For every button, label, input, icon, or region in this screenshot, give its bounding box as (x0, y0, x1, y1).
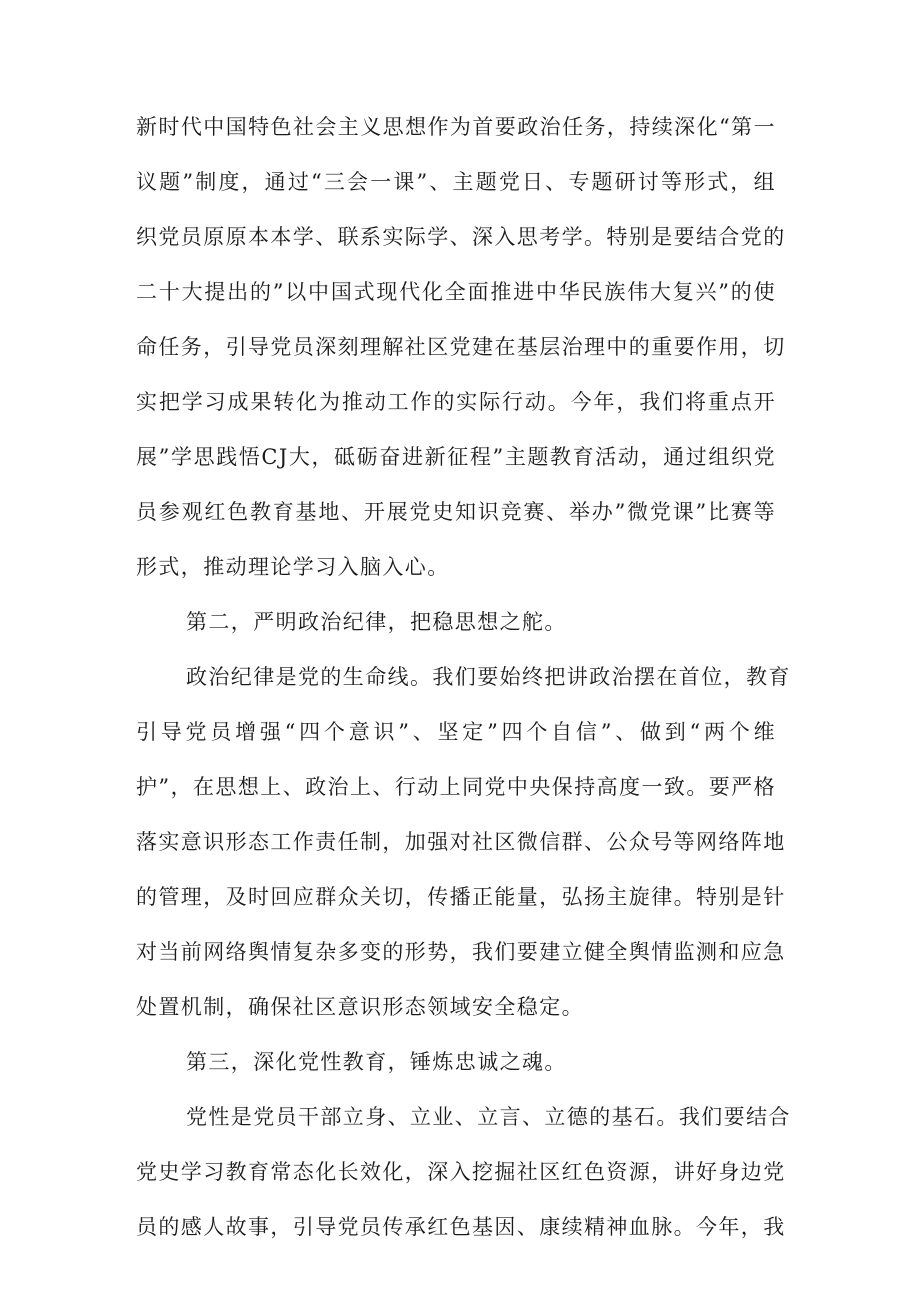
text-line: 处置机制，确保社区意识形态领域安全稳定。 (136, 995, 584, 1019)
text-line: 员的感人故事，引导党员传承红色基因、康续精神血脉。今年，我 (136, 1215, 786, 1239)
text-line: 护”，在思想上、政治上、行动上同党中央保持高度一致。要严格 (136, 775, 776, 799)
text-line: 二十大提出的”以中国式现代化全面推进中华民族伟大复兴”的使 (136, 280, 776, 304)
text-line: 对当前网络舆情复杂多变的形势，我们要建立健全舆情监测和应急 (136, 940, 786, 964)
text-line: 实把学习成果转化为推动工作的实际行动。今年，我们将重点开 (136, 390, 776, 414)
text-line: 党史学习教育常态化长效化，深入挖掘社区红色资源，讲好身边党 (136, 1160, 786, 1184)
text-line: 员参观红色教育基地、开展党史知识竞赛、举办”微党课”比赛等 (136, 500, 776, 524)
text-line: 党性是党员干部立身、立业、立言、立德的基石。我们要结合 (186, 1105, 791, 1129)
text-line: 落实意识形态工作责任制，加强对社区微信群、公众号等网络阵地 (136, 830, 786, 854)
text-line: 命任务，引导党员深刻理解社区党建在基层治理中的重要作用，切 (136, 335, 786, 359)
text-line: 展”学思践悟CJ大，砥砺奋进新征程”主题教育活动，通过组织党 (136, 445, 776, 469)
text-line: 议题”制度，通过“三会一课”、主题党日、专题研讨等形式，组 (136, 170, 776, 194)
section-heading: 第三，深化党性教育，锤炼忠诚之魂。 (186, 1050, 567, 1074)
section-heading: 第二，严明政治纪律，把稳思想之舵。 (186, 610, 567, 634)
text-line: 引导党员增强“四个意识”、坚定”四个自信”、做到“两个维 (136, 720, 776, 744)
text-line: 新时代中国特色社会主义思想作为首要政治任务，持续深化“第一 (136, 115, 776, 139)
text-line: 织党员原原本本学、联系实际学、深入思考学。特别是要结合党的 (136, 225, 786, 249)
text-line: 形式，推动理论学习入脑入心。 (136, 555, 450, 579)
text-line: 政治纪律是党的生命线。我们要始终把讲政治摆在首位，教育 (186, 665, 791, 689)
text-line: 的管理，及时回应群众关切，传播正能量，弘扬主旋律。特别是针 (136, 885, 786, 909)
